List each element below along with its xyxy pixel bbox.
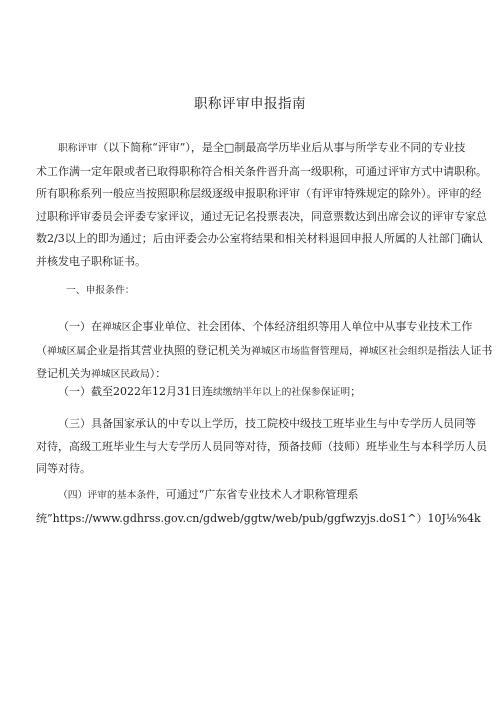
item-3-line: 对待，高级工班毕业生与大专学历人员同等对待，预备技师（技师）班毕业生与本科学历人员 — [36, 439, 487, 453]
intro-line: 并核发电子职称证书。 — [36, 254, 146, 268]
item-2-line: （一）截至2022年12月31日连续缴纳半年以上的社保参保证明； — [58, 385, 362, 398]
intro-paragraph — [36, 137, 487, 273]
intro-line: 职称评审（以下简称“评审”），是全□制最高学历毕业后从事与所学专业不同的专业技 — [58, 141, 466, 154]
section-heading: 一、申报条件： — [66, 285, 135, 296]
item-2 — [36, 381, 468, 405]
intro-line: 所有职称系列一般应当按照职称层级逐级申报职称评审（有评审特殊规定的除外）。评审的经 — [36, 187, 482, 200]
intro-line: 过职称评审委员会评委专家评议，通过无记名投票表决，同意票数达到出席会议的评审专家总 — [36, 209, 487, 223]
document-title: 职称评审申报指南 — [194, 96, 306, 112]
intro-term: 职称评审 — [58, 143, 98, 154]
item-4-line: 统”https://www.gdhrss.gov.cn/gdweb/ggtw/web/pub/ggfwzyjs.doS1^）10J⅛%4k — [36, 511, 481, 525]
item-3-line: （三）具备国家承认的中专以上学历，技工院校中级技工班毕业生与中专学历人员同等 — [58, 417, 476, 430]
item-1-line: 登记机关为禅城区民政局）： — [36, 367, 167, 380]
item-3 — [36, 413, 487, 481]
item-4 — [36, 484, 481, 530]
intro-line: 数2/3以上的即为通过；后由评委会办公室将结果和相关材料退回申报人所属的人社部门确认 — [36, 232, 483, 245]
item-3-line: 同等对待。 — [36, 462, 91, 475]
item-1-line: （禅城区属企业是指其营业执照的登记机关为禅城区市场监督管理局，禅城区社会组织是指法人证书 — [36, 343, 493, 357]
item-1-line: （一）在禅城区企事业单位、社会团体、个体经济组织等用人单位中从事专业技术工作 — [58, 320, 473, 333]
item-1 — [36, 316, 493, 387]
item-4-line: （四）评审的基本条件，可通过“广东省专业技术人才职称管理系 — [58, 488, 359, 501]
intro-line: 术工作满一定年限或者已取得职称符合相关条件晋升高一级职称，可通过评审方式中请职称。 — [36, 164, 487, 178]
